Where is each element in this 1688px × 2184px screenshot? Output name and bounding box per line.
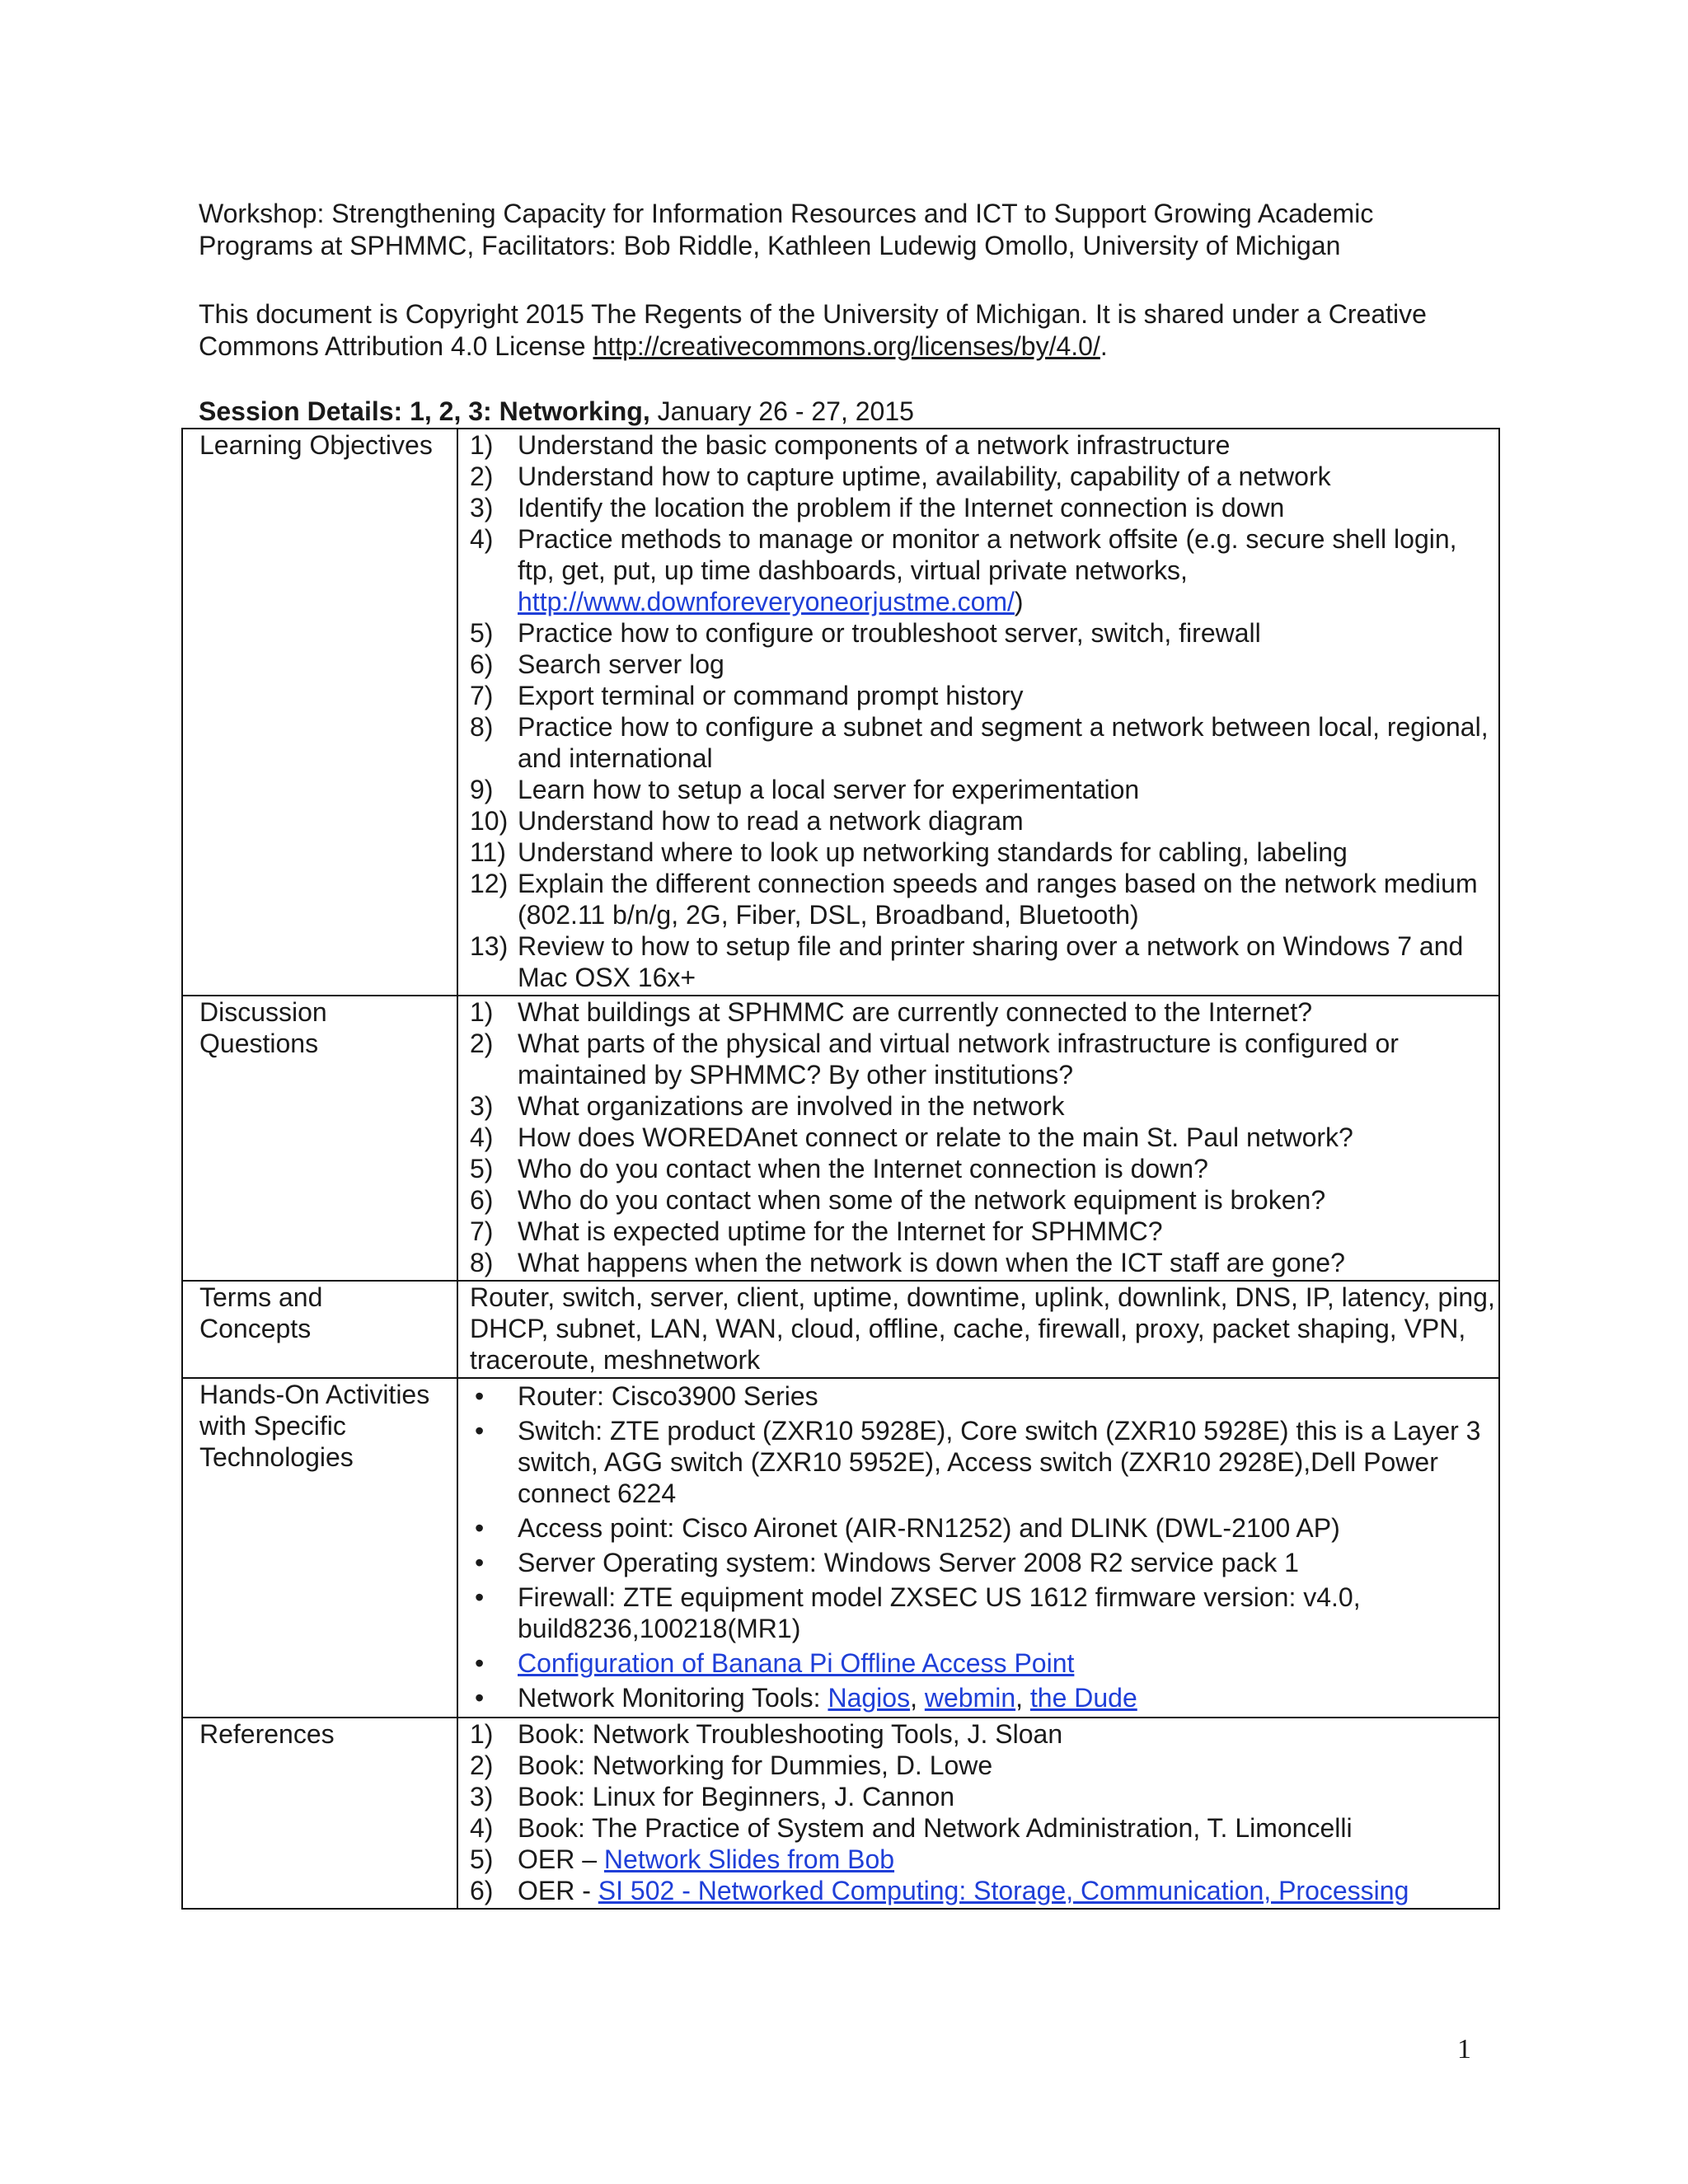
list-item <box>470 1379 1498 1413</box>
copyright-line-1: This document is Copyright 2015 The Regents of the University of Michigan. It is shared under a Creative <box>199 299 1427 329</box>
list-item <box>470 1511 1498 1545</box>
list-item-text <box>518 1028 1498 1090</box>
list-item-number: 2) <box>470 1029 494 1058</box>
list-item-number: 5) <box>470 618 494 648</box>
list-item-body: Learn how to setup a local server for experimentation <box>518 775 1140 804</box>
list-item-number: 1) <box>470 997 494 1027</box>
discussion-questions-row <box>182 996 1499 1281</box>
list-item-text: Server Operating system: Windows Server 2008 R2 service pack 1 <box>518 1548 1299 1577</box>
list-item <box>470 1122 1498 1153</box>
discussion-label-line-1: Discussion <box>199 997 327 1027</box>
list-item-body: Identify the location the problem if the Internet connection is down <box>518 493 1285 523</box>
learning-objectives-row <box>182 429 1499 996</box>
list-item-text <box>518 461 1498 492</box>
list-item <box>470 774 1498 805</box>
list-item-body: Export terminal or command prompt history <box>518 681 1024 710</box>
copyright-line-2-suffix: . <box>1100 331 1108 361</box>
hands-on-label-line-3: Technologies <box>199 1442 354 1472</box>
network-slides-link[interactable]: Network Slides from Bob <box>603 1844 895 1874</box>
learning-objectives-list <box>470 429 1498 993</box>
list-item-text <box>518 805 1498 837</box>
list-item <box>470 1545 1498 1580</box>
list-item <box>470 1812 1498 1844</box>
list-item-number: 12) <box>470 869 509 898</box>
list-item-number: 4) <box>470 1813 494 1843</box>
terms-concepts-text: Router, switch, server, client, uptime, downtime, uplink, downlink, DNS, IP, latency, ping, DHCP, subnet, LAN, WAN, cloud, offline, cache, firewall, proxy, packet shaping, VPN, traceroute, meshnetwork <box>457 1281 1499 1378</box>
list-item <box>470 1680 1498 1715</box>
list-item-number: 2) <box>470 1750 494 1780</box>
list-item-body: Understand how to capture uptime, availability, capability of a network <box>518 462 1331 491</box>
discussion-questions-content <box>457 996 1499 1281</box>
references-list <box>470 1718 1498 1906</box>
list-item-number: 7) <box>470 1216 494 1246</box>
list-item <box>470 1750 1498 1781</box>
creative-commons-link[interactable]: http://creativecommons.org/licenses/by/4.0/ <box>593 331 1100 361</box>
session-table <box>181 428 1500 1910</box>
terms-concepts-label <box>182 1281 457 1378</box>
list-item-number: 4) <box>470 1122 494 1152</box>
list-item <box>470 996 1498 1028</box>
discussion-questions-label <box>182 996 457 1281</box>
hands-on-row <box>182 1378 1499 1718</box>
list-item-text <box>518 649 1498 680</box>
list-item <box>470 1580 1498 1646</box>
list-item-text <box>518 837 1498 868</box>
references-label: References <box>182 1718 457 1909</box>
header-line-2: Programs at SPHMMC, Facilitators: Bob Riddle, Kathleen Ludewig Omollo, University of Michigan <box>199 231 1341 260</box>
list-item-text: Book: Linux for Beginners, J. Cannon <box>518 1782 955 1811</box>
si502-course-link[interactable]: SI 502 - Networked Computing: Storage, Communication, Processing <box>598 1876 1409 1905</box>
list-item-number: 13) <box>470 931 509 961</box>
webmin-link[interactable]: webmin <box>924 1683 1016 1713</box>
list-item-body: How does WOREDAnet connect or relate to the main St. Paul network? <box>518 1122 1353 1152</box>
nagios-link[interactable]: Nagios <box>828 1683 911 1713</box>
the-dude-link[interactable]: the Dude <box>1029 1683 1137 1713</box>
hands-on-label <box>182 1378 457 1718</box>
list-item-text <box>518 1153 1498 1184</box>
discussion-label-line-2: Questions <box>199 1029 319 1058</box>
list-item-body: What buildings at SPHMMC are currently connected to the Internet? <box>518 997 1313 1027</box>
list-item-body: Practice methods to manage or monitor a network offsite (e.g. secure shell login, ftp, get, put, up time dashboards, virtual private networks, <box>518 524 1457 585</box>
list-item-number: 6) <box>470 1185 494 1215</box>
list-item-number: 3) <box>470 1091 494 1121</box>
list-item-text: Switch: ZTE product (ZXR10 5928E), Core switch (ZXR10 5928E) this is a Layer 3 switch, AGG switch (ZXR10 5952E), Access switch (ZXR10 2928E),Dell Power connect 6224 <box>518 1416 1481 1508</box>
workshop-header <box>199 198 1509 262</box>
list-item <box>470 1413 1498 1511</box>
banana-pi-config-link[interactable]: Configuration of Banana Pi Offline Access Point <box>518 1648 1075 1678</box>
list-item-number: 4) <box>470 524 494 554</box>
bullet-icon: • <box>475 1416 485 1446</box>
list-item <box>470 1781 1498 1812</box>
list-item-text <box>518 774 1498 805</box>
list-item-body: What happens when the network is down when the ICT staff are gone? <box>518 1248 1345 1277</box>
list-item-text <box>518 711 1498 774</box>
bullet-icon: • <box>475 1582 485 1612</box>
list-item-body: Who do you contact when some of the network equipment is broken? <box>518 1185 1326 1215</box>
header-line-1: Workshop: Strengthening Capacity for Information Resources and ICT to Support Growing Academic <box>199 199 1374 228</box>
list-item-text <box>518 1216 1498 1247</box>
list-item-number: 6) <box>470 649 494 679</box>
list-item-text <box>518 1090 1498 1122</box>
list-item <box>470 1090 1498 1122</box>
separator: , <box>910 1683 925 1713</box>
list-item-number: 8) <box>470 1248 494 1277</box>
list-item-number: 9) <box>470 775 494 804</box>
list-item-body: Practice how to configure or troubleshoot server, switch, firewall <box>518 618 1261 648</box>
oer-label: OER - <box>518 1876 598 1905</box>
list-item <box>470 523 1498 617</box>
list-item-text <box>518 617 1498 649</box>
list-item-text <box>518 429 1498 461</box>
list-item-number: 2) <box>470 462 494 491</box>
list-item-text <box>518 680 1498 711</box>
copyright-notice <box>199 298 1509 363</box>
list-item-text: Access point: Cisco Aironet (AIR-RN1252) and DLINK (DWL-2100 AP) <box>518 1513 1340 1543</box>
list-item <box>470 1216 1498 1247</box>
list-item-number: 6) <box>470 1876 494 1905</box>
terms-label-line-1: Terms and <box>199 1282 323 1312</box>
list-item-number: 3) <box>470 1782 494 1811</box>
list-item-number: 1) <box>470 1719 494 1749</box>
list-item-body: What parts of the physical and virtual network infrastructure is configured or maintained by SPHMMC? By other institutions? <box>518 1029 1399 1090</box>
list-item-body: Understand the basic components of a network infrastructure <box>518 430 1231 460</box>
list-item <box>470 617 1498 649</box>
list-item-text <box>518 930 1498 993</box>
session-date: January 26 - 27, 2015 <box>649 396 914 426</box>
bullet-icon: • <box>475 1381 485 1411</box>
list-item-body: What organizations are involved in the network <box>518 1091 1065 1121</box>
list-item <box>470 837 1498 868</box>
list-item <box>470 868 1498 930</box>
list-item-text <box>518 492 1498 523</box>
list-item-number: 1) <box>470 430 494 460</box>
list-item-body: Search server log <box>518 649 724 679</box>
separator: , <box>1015 1683 1030 1713</box>
oer-label: OER – <box>518 1844 604 1874</box>
list-item <box>470 1247 1498 1278</box>
list-item <box>470 1646 1498 1680</box>
hands-on-content <box>457 1378 1499 1718</box>
list-item <box>470 649 1498 680</box>
list-item <box>470 805 1498 837</box>
hands-on-list <box>470 1379 1498 1715</box>
list-item <box>470 680 1498 711</box>
list-item <box>470 1028 1498 1090</box>
monitoring-tools-label: Network Monitoring Tools: <box>518 1683 828 1713</box>
discussion-questions-list <box>470 996 1498 1278</box>
list-item-number: 5) <box>470 1844 494 1874</box>
list-item <box>470 1153 1498 1184</box>
list-item-body: Review to how to setup file and printer sharing over a network on Windows 7 and Mac OSX 16x+ <box>518 931 1464 992</box>
list-item-number: 7) <box>470 681 494 710</box>
terms-label-line-2: Concepts <box>199 1314 312 1343</box>
bullet-icon: • <box>475 1683 485 1713</box>
list-item-suffix: ) <box>1014 587 1024 616</box>
list-item-text <box>518 996 1498 1028</box>
list-item <box>470 1844 1498 1875</box>
list-item-number: 3) <box>470 493 494 523</box>
list-item-body: Who do you contact when the Internet connection is down? <box>518 1154 1208 1183</box>
copyright-line-2-prefix: Commons Attribution 4.0 License <box>199 331 593 361</box>
list-item <box>470 711 1498 774</box>
list-item-number: 8) <box>470 712 494 742</box>
terms-concepts-row <box>182 1281 1499 1378</box>
hands-on-label-line-2: with Specific <box>199 1411 346 1441</box>
list-item-number: 11) <box>470 837 506 867</box>
list-item-text: Book: Networking for Dummies, D. Lowe <box>518 1750 993 1780</box>
list-item-text: Book: Network Troubleshooting Tools, J. Sloan <box>518 1719 1063 1749</box>
downforeveryone-link[interactable]: http://www.downforeveryoneorjustme.com/ <box>518 587 1015 616</box>
list-item <box>470 492 1498 523</box>
list-item <box>470 930 1498 993</box>
list-item-text: Firewall: ZTE equipment model ZXSEC US 1612 firmware version: v4.0, build8236,100218(MR1) <box>518 1582 1361 1643</box>
list-item <box>470 429 1498 461</box>
references-content <box>457 1718 1499 1909</box>
list-item-number: 10) <box>470 806 509 836</box>
list-item <box>470 1875 1498 1906</box>
list-item-body: Understand how to read a network diagram <box>518 806 1024 836</box>
learning-objectives-label: Learning Objectives <box>182 429 457 996</box>
list-item-text <box>518 523 1498 617</box>
list-item-body: What is expected uptime for the Internet for SPHMMC? <box>518 1216 1163 1246</box>
list-item-text: Router: Cisco3900 Series <box>518 1381 818 1411</box>
page-number: 1 <box>1457 2034 1471 2064</box>
list-item-text <box>518 1184 1498 1216</box>
list-item-text <box>518 1247 1498 1278</box>
list-item-number: 5) <box>470 1154 494 1183</box>
learning-objectives-content <box>457 429 1499 996</box>
session-title: Session Details: 1, 2, 3: Networking, <box>199 396 650 426</box>
list-item-body: Understand where to look up networking standards for cabling, labeling <box>518 837 1348 867</box>
hands-on-label-line-1: Hands-On Activities <box>199 1380 430 1409</box>
list-item <box>470 1184 1498 1216</box>
list-item <box>470 461 1498 492</box>
list-item <box>470 1718 1498 1750</box>
bullet-icon: • <box>475 1548 485 1577</box>
list-item-text: Book: The Practice of System and Network Administration, T. Limoncelli <box>518 1813 1353 1843</box>
bullet-icon: • <box>475 1513 485 1543</box>
list-item-text <box>518 1122 1498 1153</box>
references-row <box>182 1718 1499 1909</box>
list-item-text <box>518 868 1498 930</box>
list-item-body: Explain the different connection speeds and ranges based on the network medium (802.11 b/n/g, 2G, Fiber, DSL, Broadband, Bluetooth) <box>518 869 1478 930</box>
bullet-icon: • <box>475 1648 485 1678</box>
list-item-body: Practice how to configure a subnet and segment a network between local, regional, and international <box>518 712 1489 773</box>
session-details <box>199 396 1509 428</box>
